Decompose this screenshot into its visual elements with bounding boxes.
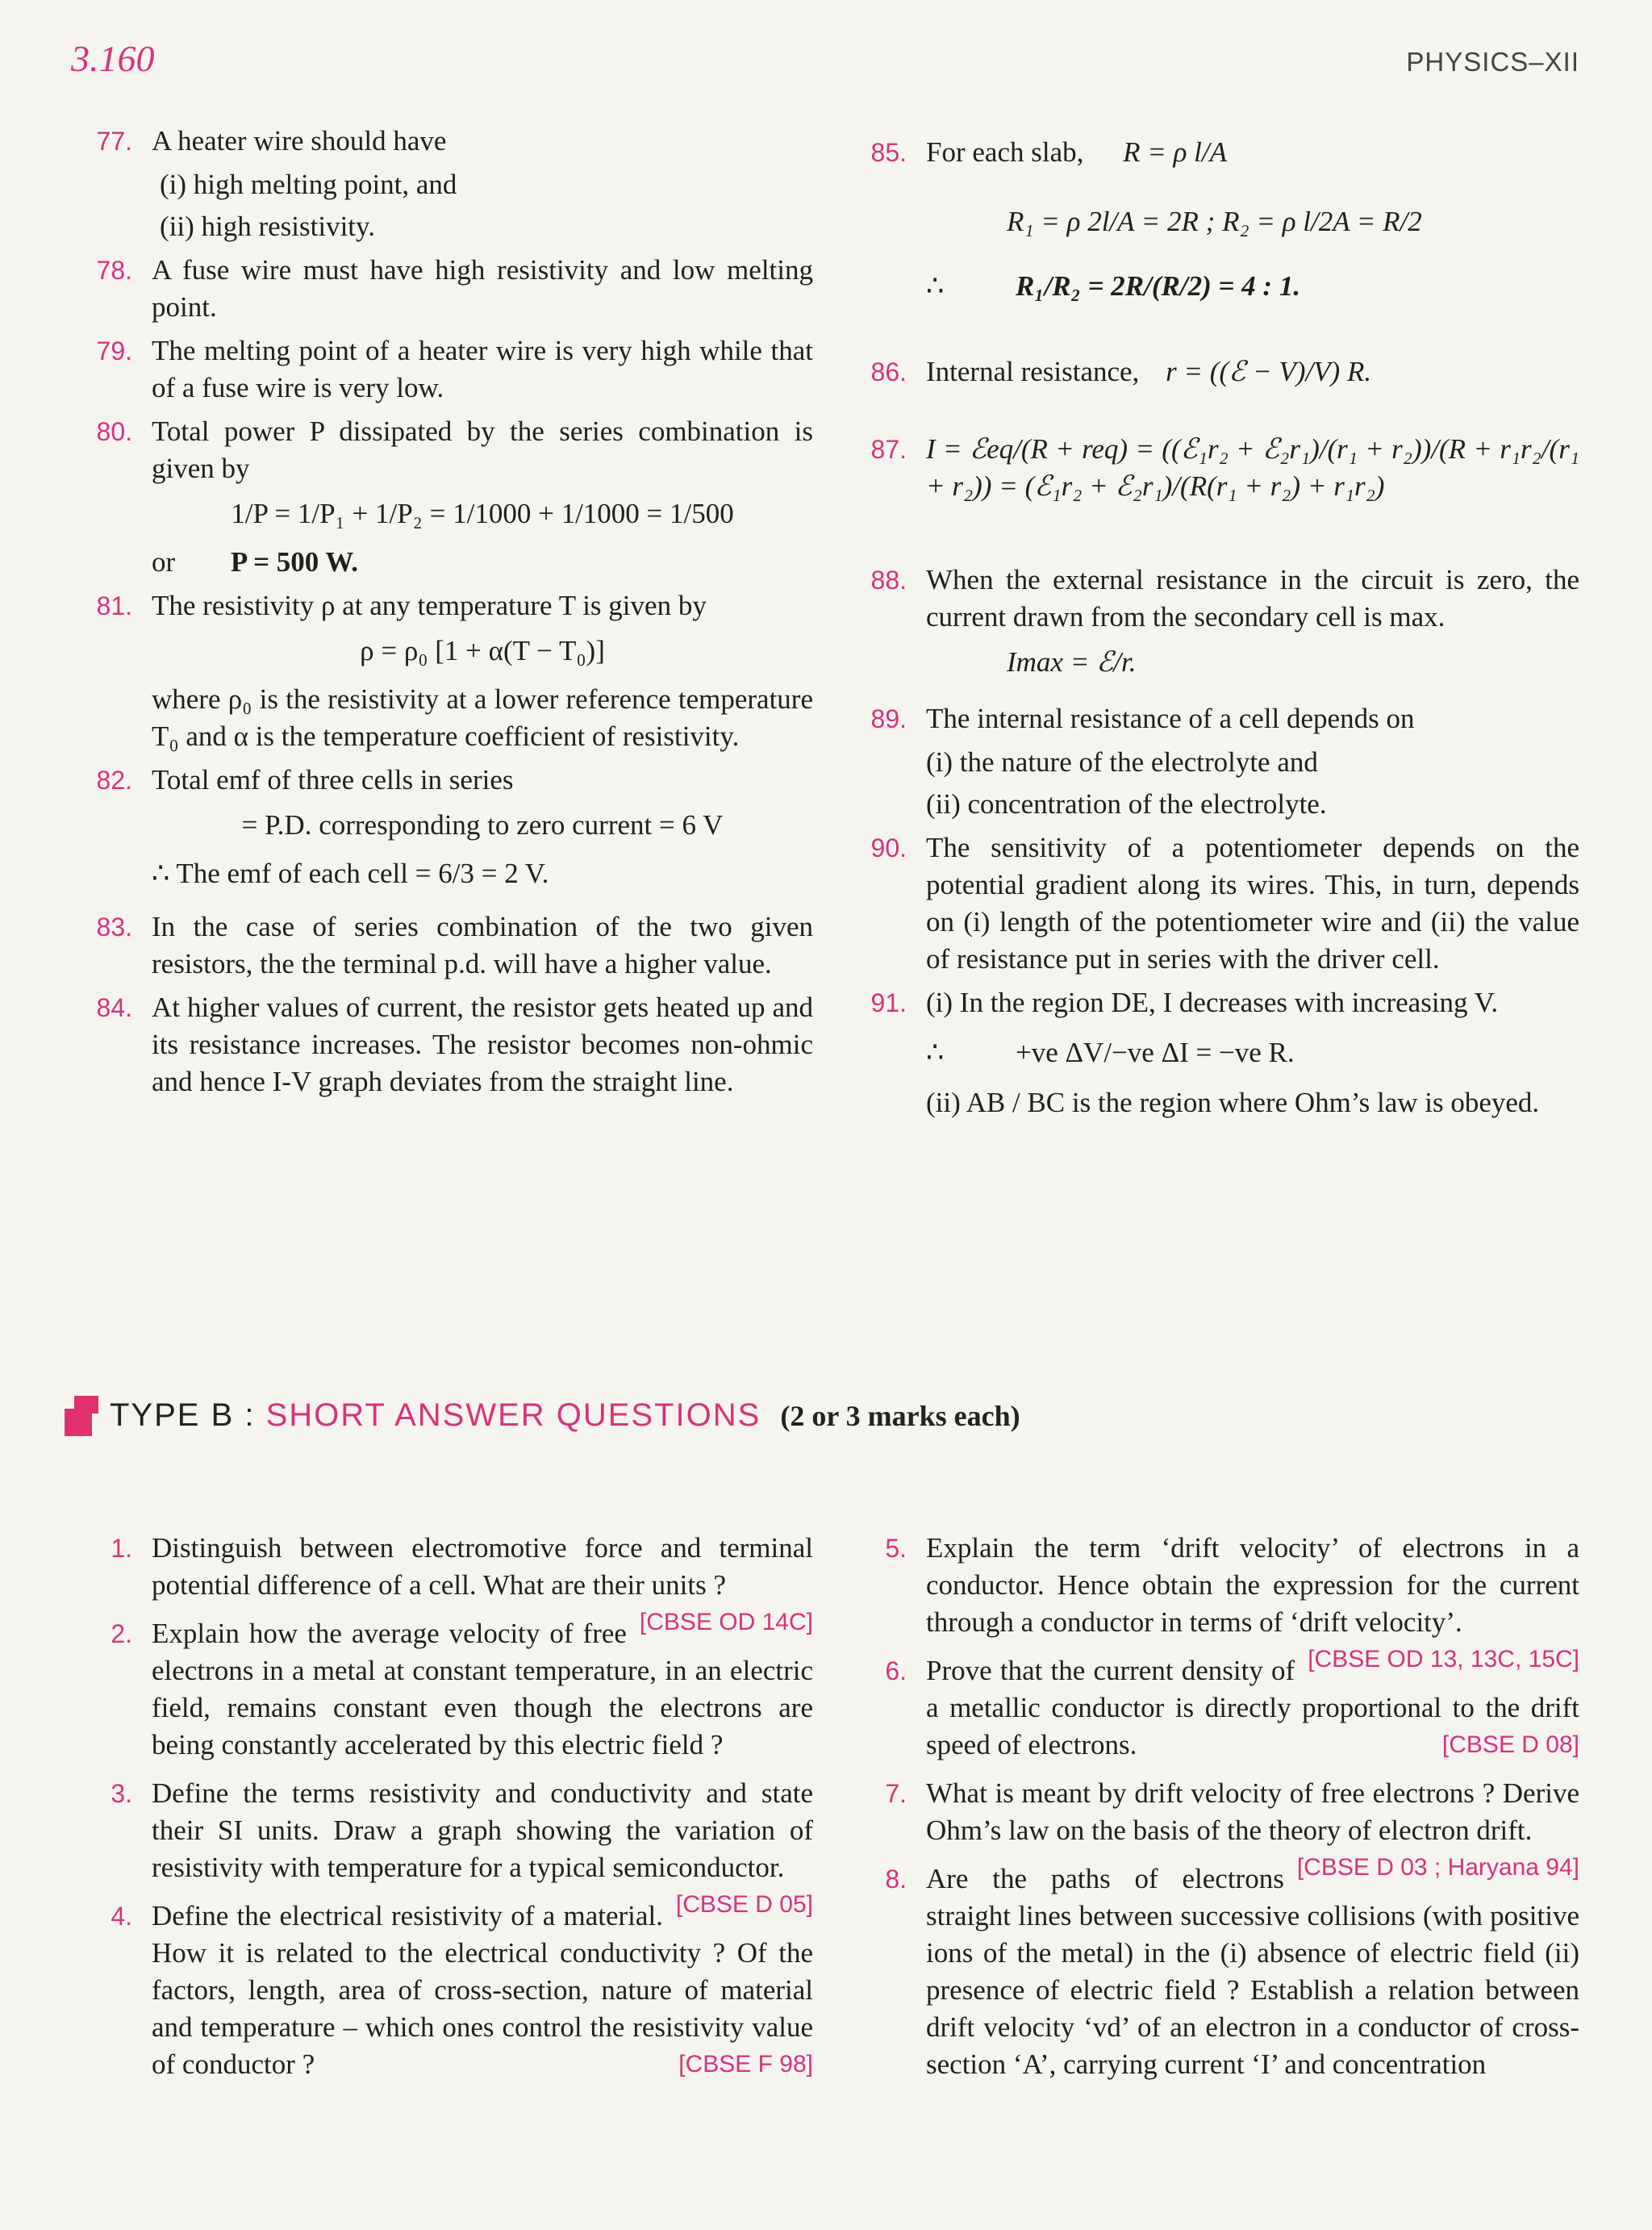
answer-89: [861, 700, 1579, 737]
answer-text: Total power P dissipated by the series combination is given by: [152, 416, 813, 484]
question-1: [87, 1530, 813, 1635]
equation: I = ℰeq/(R + req) = ((ℰ₁r₂ + ℰ₂r₁)/(r₁ + r₂))/(R + r₁r₂/(r₁ + r₂)) = (ℰ₁r₂ + ℰ₂r₁)/(R(r₁ + r₂) + r₁r₂): [926, 433, 1579, 502]
book-title: PHYSICS–XII: [1406, 47, 1579, 77]
point-i: (i) high melting point, and: [160, 169, 457, 200]
result-80: [87, 544, 813, 581]
questions-right-column: [861, 1530, 1579, 2090]
result: P = 500 W.: [230, 546, 358, 578]
answer-number: 89.: [870, 704, 907, 733]
question-number: 1.: [111, 1534, 132, 1563]
answer-number: 90.: [870, 833, 907, 862]
question-text: Explain how the average velocity of free electrons in a metal at constant temperature, in an electric field, remains constant even though the electrons are being constantly accelerated by this electric field ?: [152, 1618, 813, 1760]
answer-text: Total emf of three cells in series: [152, 764, 514, 796]
answer-number: 79.: [96, 336, 132, 365]
questions-left-column: [87, 1530, 813, 2090]
answer-text: The resistivity ρ at any temperature T is given by: [152, 590, 707, 621]
question-citation: [CBSE OD 14C]: [639, 1609, 813, 1635]
equation-85-ratio: [861, 268, 1579, 305]
equation-81: [87, 633, 813, 670]
question-number: 6.: [885, 1656, 907, 1685]
answer-82: [87, 762, 813, 799]
point-ii: (ii) concentration of the electrolyte.: [926, 788, 1327, 820]
section-marks: (2 or 3 marks each): [780, 1400, 1020, 1432]
question-number: 3.: [111, 1779, 132, 1808]
answer-81-where: [87, 681, 813, 755]
question-6: [861, 1652, 1579, 1764]
question-text: Explain the term ‘drift velocity’ of electrons in a conductor. Hence obtain the expression for the current through a conductor in terms of ‘drift velocity’.: [926, 1532, 1579, 1638]
answer-87: [861, 431, 1579, 505]
question-5: [861, 1530, 1579, 1672]
equation: = P.D. corresponding to zero current = 6 V: [241, 809, 724, 841]
answer-90: [861, 829, 1579, 978]
equation: Imax = ℰ/r.: [1007, 646, 1137, 678]
answer-91: [861, 984, 1579, 1021]
question-number: 8.: [885, 1865, 907, 1894]
equation-80: [87, 495, 813, 532]
answer-81: [87, 587, 813, 624]
question-text: Distinguish between electromotive force and terminal potential difference of a cell. What are their units ?: [152, 1532, 813, 1601]
answer-82-result: [87, 855, 813, 892]
section-marker: [65, 1409, 92, 1436]
answer-79: [87, 332, 813, 407]
answer-78: [87, 252, 813, 326]
answer-text: At higher values of current, the resistor gets heated up and its resistance increases. The resistor becomes non-ohmic and hence I-V graph deviates from the straight line.: [152, 992, 813, 1097]
section-type-label: TYPE B :: [110, 1397, 266, 1433]
section-heading: [65, 1394, 1597, 1451]
question-citation: [CBSE OD 13, 13C, 15C]: [1308, 1646, 1579, 1672]
therefore-symbol: ∴: [926, 1037, 945, 1068]
question-text: What is meant by drift velocity of free electrons ? Derive Ohm’s law on the basis of the theory of electron drift.: [926, 1777, 1579, 1846]
section-title-text: SHORT ANSWER QUESTIONS: [265, 1397, 761, 1433]
question-citation: [CBSE D 05]: [675, 1891, 813, 1918]
section-title: [110, 1397, 1020, 1434]
answers-left-column: [87, 123, 813, 1107]
question-8: [861, 1860, 1579, 2083]
question-citation: [CBSE F 98]: [678, 2051, 813, 2078]
answer-number: 85.: [870, 138, 907, 167]
answer-text: (i) In the region DE, I decreases with increasing V.: [926, 987, 1499, 1018]
question-number: 2.: [111, 1619, 132, 1648]
question-number: 7.: [885, 1779, 907, 1808]
answer-85: [861, 134, 1579, 171]
answer-84: [87, 989, 813, 1100]
answer-80: [87, 413, 813, 487]
answer-number: 84.: [96, 993, 132, 1022]
question-text: Are the paths of electrons straight lines between successive collisions (with positive ions of the metal) in the (i) absence of electric field (ii) presence of electric field ? Establish a relation between drift velocity ‘vd’ of an electron in a conductor of cross-section ‘A’, carrying current ‘I’ and concentration: [926, 1863, 1579, 2080]
equation: r = ((ℰ − V)/V) R.: [1166, 356, 1372, 387]
equation-88: [861, 644, 1579, 681]
answer-number: 82.: [96, 766, 132, 795]
answer-89-points: [861, 744, 1579, 823]
page-number: 3.160: [71, 38, 155, 79]
answer-text: A fuse wire must have high resistivity and low melting point.: [152, 254, 813, 323]
answer-text: In the case of series combination of the two given resistors, the the terminal p.d. will have a higher value.: [152, 911, 813, 979]
question-citation: [CBSE D 08]: [1441, 1731, 1579, 1758]
answer-77: [87, 123, 813, 160]
answer-number: 83.: [96, 912, 132, 942]
equation: ρ = ρ₀ [1 + α(T − T₀)]: [360, 635, 605, 666]
point-i: (i) the nature of the electrolyte and: [926, 746, 1318, 778]
question-text: Define the terms resistivity and conductivity and state their SI units. Draw a graph showing the variation of resistivity with temperature for a typical semiconductor.: [152, 1777, 813, 1883]
where-text: where ρ₀ is the resistivity at a lower reference temperature T₀ and α is the temperature coefficient of resistivity.: [152, 683, 813, 752]
answer-text: When the external resistance in the circuit is zero, the current drawn from the secondary cell is max.: [926, 564, 1579, 633]
equation-82: [87, 807, 813, 844]
answers-right-column: [861, 134, 1579, 1128]
therefore-symbol: ∴: [926, 270, 945, 302]
answer-number: 88.: [870, 566, 907, 595]
equation: R₁/R₂ = 2R/(R/2) = 4 : 1.: [1016, 270, 1301, 302]
question-2: [87, 1615, 813, 1764]
question-text: Define the electrical resistivity of a material. How it is related to the electrical conductivity ? Of the factors, length, area of cross-section, nature of material and temperature – which ones control the resistivity value of conductor ?: [152, 1900, 813, 2080]
answer-91-ii: [861, 1084, 1579, 1121]
answer-text: The melting point of a heater wire is very high while that of a fuse wire is very low.: [152, 335, 813, 403]
equation: +ve ΔV/−ve ΔI = −ve R.: [1016, 1037, 1295, 1068]
answer-77-points: [87, 166, 813, 245]
equation-85-slabs: [861, 203, 1579, 240]
question-4: [87, 1898, 813, 2083]
answer-number: 86.: [870, 357, 907, 386]
answer-text: The internal resistance of a cell depends on: [926, 703, 1415, 734]
answer-text: A heater wire should have: [152, 125, 447, 157]
answer-88: [861, 562, 1579, 636]
answer-number: 77.: [96, 127, 132, 156]
answer-86: [861, 353, 1579, 390]
answer-number: 87.: [870, 435, 907, 464]
point-ii: (ii) AB / BC is the region where Ohm’s law is obeyed.: [926, 1087, 1540, 1118]
question-3: [87, 1775, 813, 1918]
equation-91: [861, 1034, 1579, 1071]
question-number: 5.: [885, 1534, 907, 1563]
answer-number: 78.: [96, 256, 132, 285]
point-ii: (ii) high resistivity.: [160, 211, 376, 242]
equation: R = ρ l/A: [1123, 136, 1227, 168]
answer-text: The sensitivity of a potentiometer depends on the potential gradient along its wires. This, in turn, depends on (i) length of the potentiometer wire and (ii) the value of resistance put in series with the driver cell.: [926, 832, 1579, 975]
or-label: or: [152, 546, 176, 578]
equation: 1/P = 1/P₁ + 1/P₂ = 1/1000 + 1/1000 = 1/500: [231, 498, 734, 529]
answer-83: [87, 908, 813, 983]
answer-text: Internal resistance,: [926, 356, 1140, 387]
question-text: Prove that the current density of a metallic conductor is directly proportional to the drift speed of electrons.: [926, 1655, 1579, 1760]
answer-number: 91.: [870, 988, 907, 1017]
equation: R₁ = ρ 2l/A = 2R ; R₂ = ρ l/2A = R/2: [1007, 206, 1422, 237]
question-number: 4.: [111, 1902, 132, 1931]
question-7: [861, 1775, 1579, 1881]
answer-number: 81.: [96, 591, 132, 620]
answer-number: 80.: [96, 417, 132, 446]
question-citation: [CBSE D 03 ; Haryana 94]: [1296, 1854, 1579, 1881]
answer-text: For each slab,: [926, 136, 1084, 168]
therefore-text: ∴ The emf of each cell = 6/3 = 2 V.: [152, 858, 549, 889]
